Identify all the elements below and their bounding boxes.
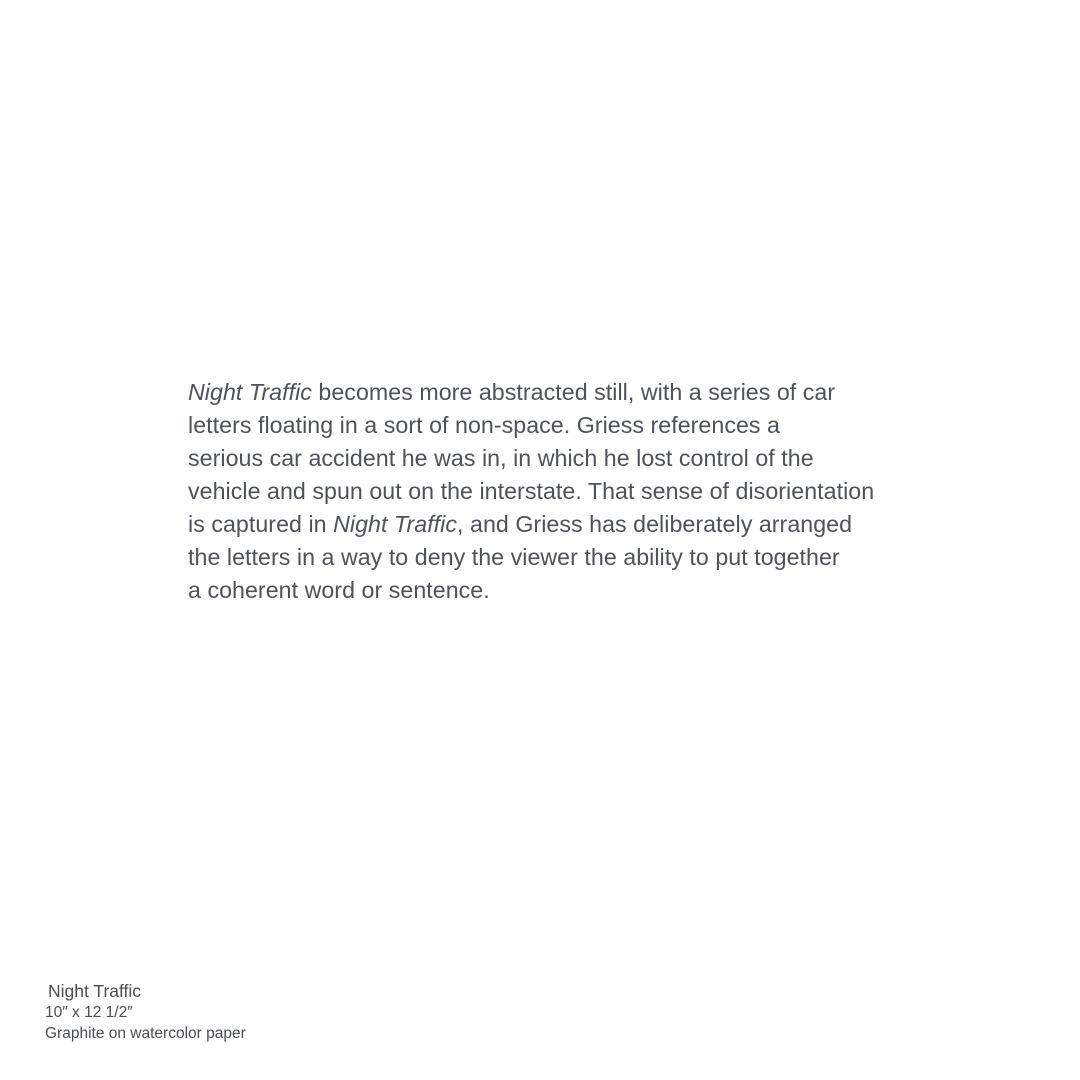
essay-line-3: serious car accident he was in, in which he lost control of the: [188, 445, 814, 471]
essay-line-1: [188, 376, 968, 409]
essay-line-5: [188, 508, 968, 541]
essay-line-2: letters floating in a sort of non-space. Griess references a: [188, 412, 780, 438]
essay-line-4: vehicle and spun out on the interstate. That sense of disorientation: [188, 478, 875, 504]
artwork-title-italic: Night Traffic: [188, 379, 312, 405]
essay-line-6: the letters in a way to deny the viewer the ability to put together: [188, 544, 840, 570]
essay-line-1-text: becomes more abstracted still, with a series of car: [311, 379, 836, 405]
essay-paragraph: [188, 376, 968, 607]
caption-medium: Graphite on watercolor paper: [45, 1025, 246, 1042]
artwork-caption: [45, 980, 246, 1044]
essay-line-7: a coherent word or sentence.: [188, 577, 490, 603]
essay-line-5-before: is captured in: [188, 511, 334, 537]
caption-dimensions: 10″ x 12 1/2″: [45, 1004, 133, 1021]
essay-line-5-after: , and Griess has deliberately arranged: [457, 511, 853, 537]
caption-title: Night Traffic: [48, 981, 142, 1001]
artwork-title-italic: Night Traffic: [333, 511, 458, 537]
